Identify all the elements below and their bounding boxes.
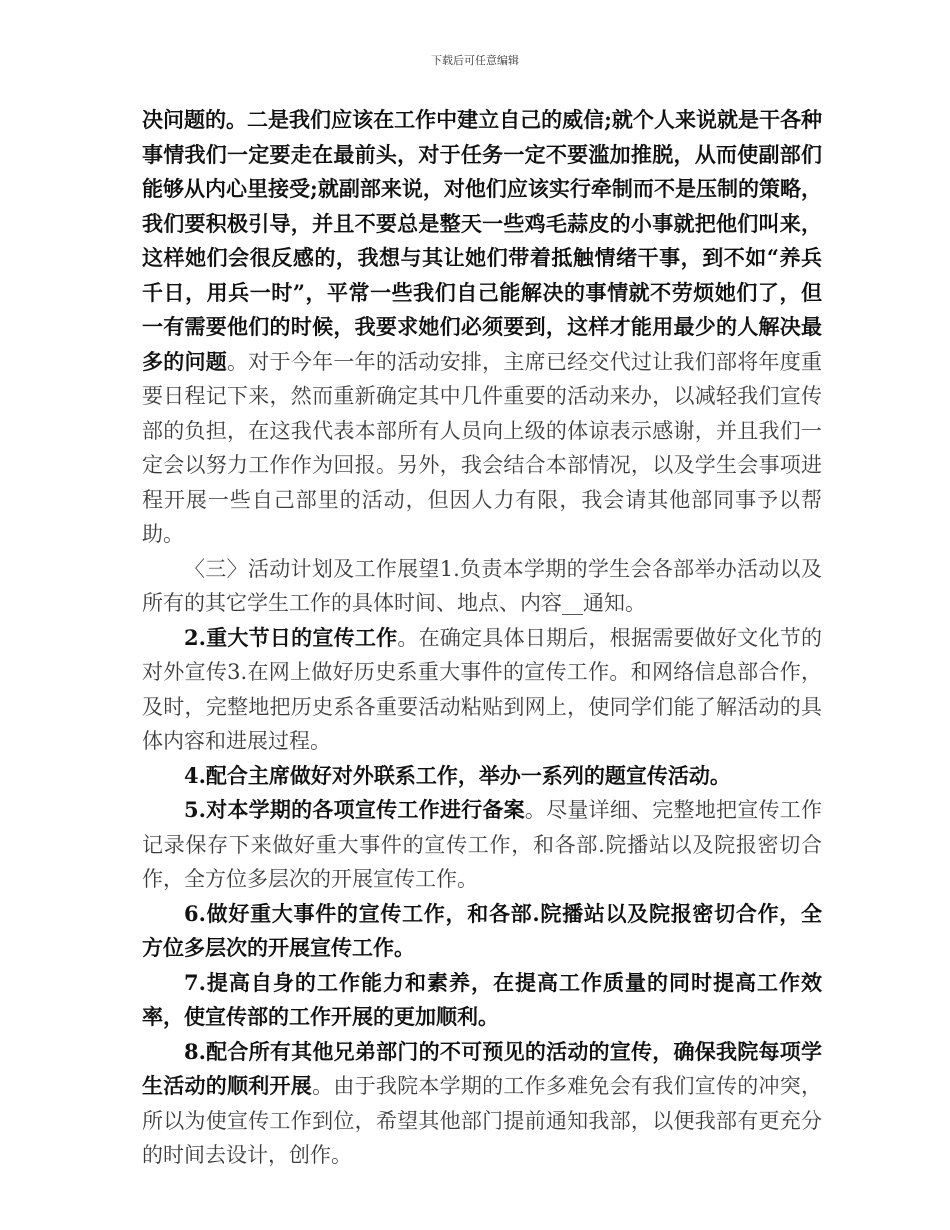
paragraph-8	[142, 1035, 822, 1173]
paragraph-3	[142, 621, 822, 759]
paragraph-6	[142, 897, 822, 966]
paragraph-7-bold: 7.提高自身的工作能力和素养，在提高工作质量的同时提高工作效率，使宣传部的工作开展的更加顺利。	[142, 969, 822, 1029]
paragraph-4-bold: 4.配合主席做好对外联系工作，举办一系列的题宣传活动。	[184, 762, 731, 788]
paragraph-1-bold: 决问题的。二是我们应该在工作中建立自己的威信;就个人来说就是干各种事情我们一定要走在最前头，对于任务一定不要滥加推脱，从而使副部们能够从内心里接受;就副部来说，对他们应该实行牵制而不是压制的策略，我们要积极引导，并且不要总是整天一些鸡毛蒜皮的小事就把他们叫来，这样她们会很反感的，我想与其让她们带着抵触情绪干事，到不如“养兵千日，用兵一时”，平常一些我们自己能解决的事情就不劳烦她们了，但一有需要他们的时候，我要求她们必须要到，这样才能用最少的人解决最多的问题	[142, 107, 822, 374]
paragraph-6-bold: 6.做好重大事件的宣传工作，和各部.院播站以及院报密切合作，全方位多层次的开展宣传工作。	[142, 900, 822, 960]
paragraph-1-normal: 。对于今年一年的活动安排，主席已经交代过让我们部将年度重要日程记下来，然而重新确定其中几件重要的活动来办，以减轻我们宣传部的负担，在这我代表本部所有人员向上级的体谅表示感谢，并且我们一定会以努力工作作为回报。另外，我会结合本部情况，以及学生会事项进程开展一些自己部里的活动，但因人力有限，我会请其他部同事予以帮助。	[142, 349, 823, 546]
document-body	[142, 103, 822, 1173]
paragraph-2	[142, 552, 822, 621]
paragraph-5	[142, 793, 822, 897]
page-header: 下载后可任意编辑	[431, 54, 519, 67]
paragraph-4	[142, 759, 822, 794]
paragraph-7	[142, 966, 822, 1035]
paragraph-3-normal: 。在确定具体日期后，根据需要做好文化节的对外宣传3.在网上做好历史系重大事件的宣传工作。和网络信息部合作，及时，完整地把历史系各重要活动粘贴到网上，使同学们能了解活动的具体内容和进展过程。	[142, 625, 822, 753]
paragraph-2-normal: 〈三〉活动计划及工作展望1.负责本学期的学生会各部举办活动以及所有的其它学生工作的具体时间、地点、内容__通知。	[142, 556, 822, 615]
paragraph-5-normal: 。尽量详细、完整地把宣传工作记录保存下来做好重大事件的宣传工作，和各部.院播站以及院报密切合作，全方位多层次的开展宣传工作。	[142, 798, 822, 891]
paragraph-8-normal: 。由于我院本学期的工作多难免会有我们宣传的冲突，所以为使宣传工作到位，希望其他部门提前通知我部，以便我部有更充分的时间去设计，创作。	[142, 1074, 823, 1167]
paragraph-3-bold: 2.重大节日的宣传工作	[184, 624, 398, 650]
paragraph-1	[142, 103, 822, 552]
paragraph-5-bold: 5.对本学期的各项宣传工作进行备案	[184, 797, 525, 822]
paragraph-8-bold: 8.配合所有其他兄弟部门的不可预见的活动的宣传，确保我院每项学生活动的顺利开展	[142, 1038, 822, 1098]
